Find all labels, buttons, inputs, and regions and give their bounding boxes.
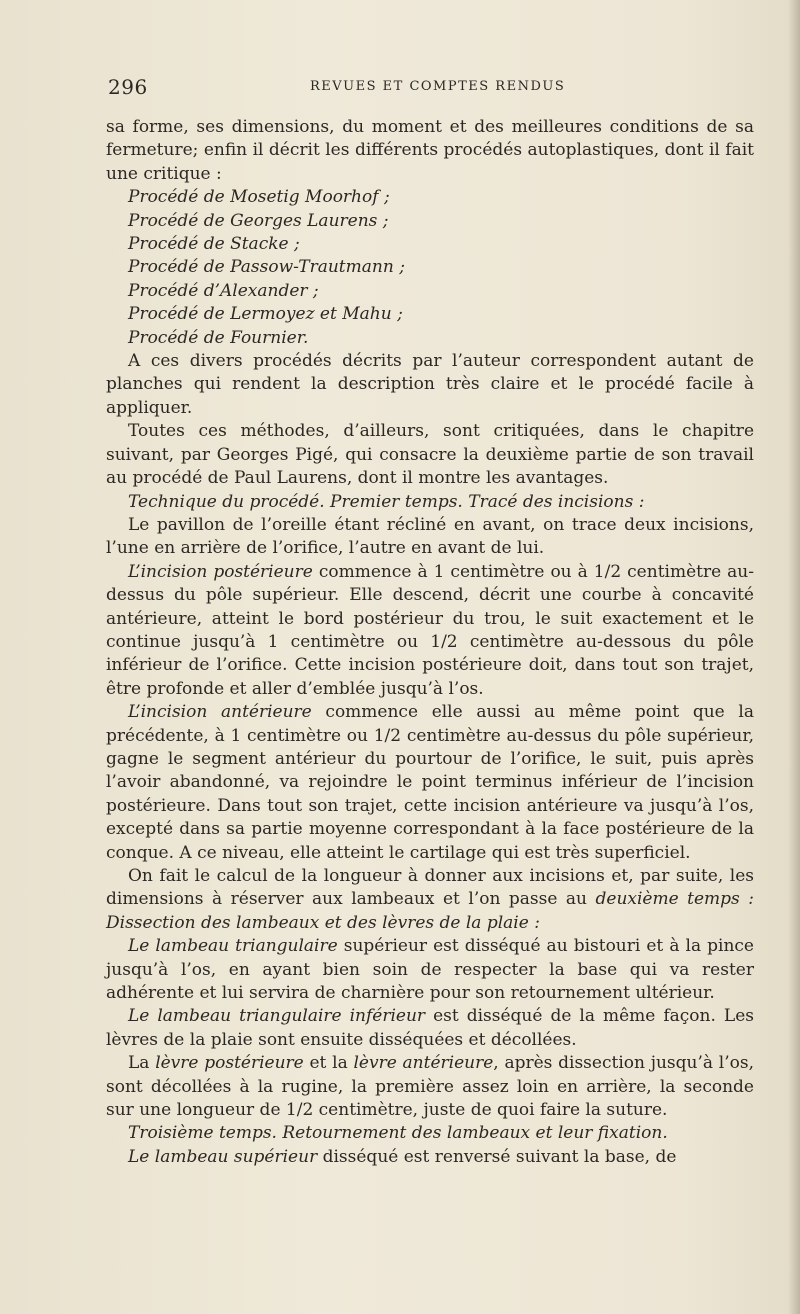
paragraph-calcul (106, 865, 754, 935)
emphasis: deuxième temps : Dissection des lambeaux et des lèvres de la plaie : (106, 889, 754, 933)
paragraph-text: disséqué est renversé suivant la base, de (317, 1146, 677, 1167)
paragraph-levres (106, 1052, 754, 1122)
paragraph-incision-posterieure (106, 561, 754, 701)
heading-troisieme-temps (106, 1122, 754, 1145)
intro-paragraph: sa forme, ses dimensions, du moment et des meilleures conditions de sa fermeture; enfin il décrit les différents procédés autoplastiques, dont il fait une critique : (106, 117, 754, 184)
paragraph-text: On fait le calcul de la longueur à donner aux incisions et, par suite, les dimensions à réserver aux lambeaux et l’on passe au (106, 866, 754, 910)
body-text (106, 116, 754, 1169)
procedure-item: Procédé de Stacke ; (128, 234, 300, 255)
paragraph-methodes: Toutes ces méthodes, d’ailleurs, sont critiquées, dans le chapitre suivant, par Georges Pigé, qui consacre la deuxième partie de son travail au procédé de Paul Laurens, dont il montre les avantages. (106, 421, 754, 489)
paragraph-text: commence à 1 centimètre ou à 1/2 centimètre au-dessus du pôle supérieur. Elle descend, décrit une courbe à concavité antérieure, atteint le bord postérieur du trou, le suit exactement et le continue jusqu’à 1 centimètre ou 1/2 centimètre au-dessous du pôle inférieur de l’orifice. Cette incision postérieure doit, dans tout son trajet, être profonde et aller d’emblée jusqu’à l’os. (106, 561, 755, 699)
emphasis: Le lambeau triangulaire (128, 936, 338, 957)
technique-heading-text: Technique du procédé. Premier temps. Tracé des incisions : (128, 491, 645, 512)
emphasis: lèvre antérieure (353, 1053, 494, 1074)
procedure-item: Procédé de Lermoyez et Mahu ; (128, 304, 403, 325)
procedure-item: Procédé d’Alexander ; (128, 280, 319, 301)
paragraph-lambeau-inferieur (106, 1005, 754, 1052)
heading-technique (106, 491, 754, 514)
troisieme-heading-text: Troisième temps. Retournement des lambeaux et leur fixation. (128, 1123, 668, 1144)
page-edge-shadow (788, 0, 800, 1314)
paragraph-lambeau-renverse (106, 1146, 754, 1169)
procedure-list (106, 186, 754, 350)
page-number: 296 (108, 75, 148, 99)
paragraph-text: supérieur est disséqué au bistouri et à la pince jusqu’à l’os, en ayant bien soin de respecter la base qui va rester adhérente et lui servira de charnière pour son retournement ultérieur. (106, 936, 754, 1004)
paragraph-incision-anterieure (106, 701, 754, 865)
paragraph-planches: A ces divers procédés décrits par l’auteur correspondent autant de planches qui rendent la description très claire et le procédé facile à appliquer. (106, 351, 754, 418)
paragraph-lambeau-superieur (106, 935, 754, 1005)
procedure-item: Procédé de Mosetig Moorhof ; (128, 187, 390, 208)
procedure-item: Procédé de Fournier. (128, 327, 309, 348)
emphasis: L’incision postérieure (128, 561, 313, 582)
procedure-item: Procédé de Georges Laurens ; (128, 210, 389, 231)
paragraph-text: est disséqué de la même façon. Les lèvres de la plaie sont ensuite disséquées et décollées. (106, 1006, 754, 1050)
page-header (108, 75, 758, 99)
procedure-item: Procédé de Passow-Trautmann ; (128, 257, 405, 278)
paragraph-text: commence elle aussi au même point que la précédente, à 1 centimètre ou 1/2 centimètre au-dessus du pôle supérieur, gagne le segment antérieur du pourtour de l’orifice, le suit, puis après l’avoir abandonné, va rejoindre le point terminus inférieur de l’incision postérieure. Dans tout son trajet, cette incision antérieure va jusqu’à l’os, excepté dans sa partie moyenne correspondant à la face postérieure de la conque. A ce niveau, elle atteint le cartilage qui est très superficiel. (106, 702, 754, 863)
emphasis: lèvre postérieure (155, 1053, 304, 1074)
paragraph-text: La (128, 1053, 156, 1074)
paragraph-pavillon: Le pavillon de l’oreille étant récliné en avant, on trace deux incisions, l’une en arrière de l’orifice, l’autre en avant de lui. (106, 514, 754, 559)
running-head: REVUES ET COMPTES RENDUS (310, 79, 566, 94)
emphasis: Le lambeau supérieur (128, 1146, 318, 1167)
emphasis: L’incision antérieure (128, 702, 312, 723)
paragraph-text: , après dissection jusqu’à l’os, sont décollées à la rugine, la première assez loin en arrière, la seconde sur une longueur de 1/2 centimètre, juste de quoi faire la suture. (106, 1053, 754, 1121)
paragraph-text: et la (303, 1053, 354, 1074)
emphasis: Le lambeau triangulaire inférieur (128, 1006, 426, 1027)
